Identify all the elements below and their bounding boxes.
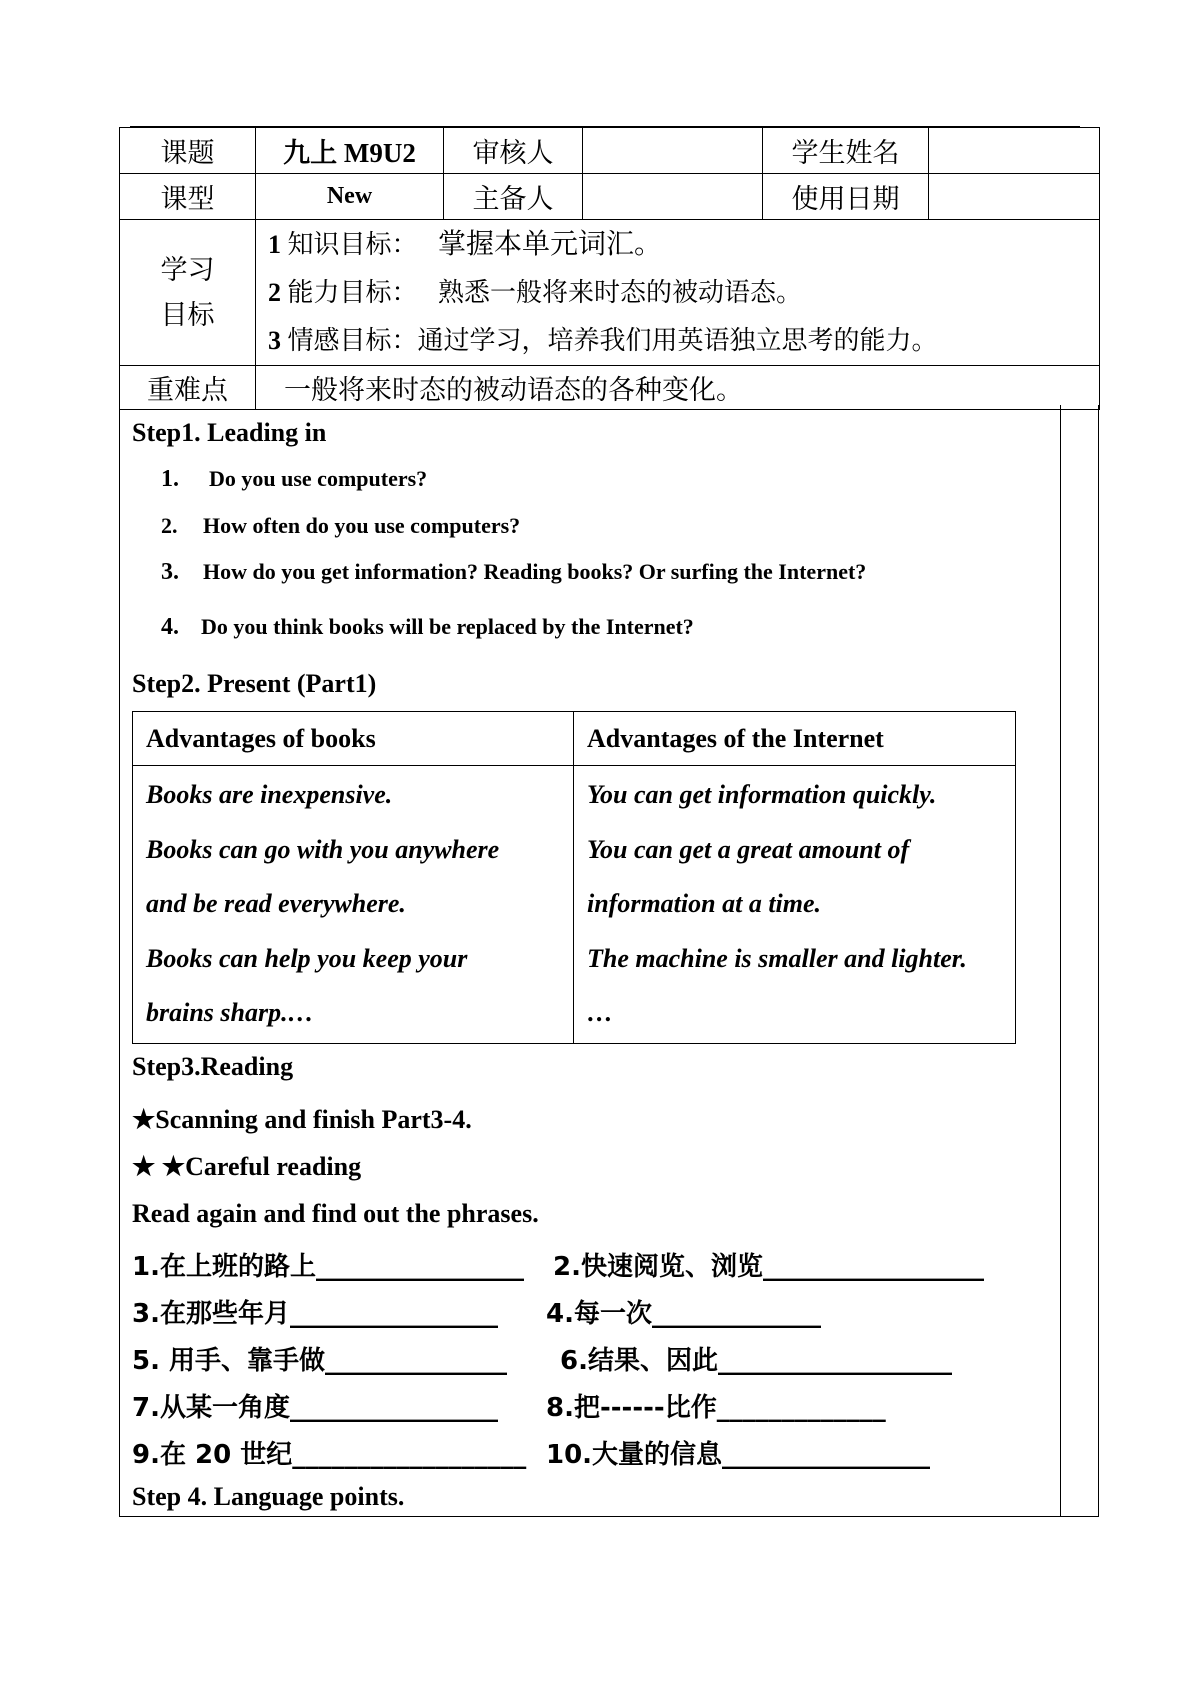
phrase-4: 4.每一次_____________	[546, 1299, 821, 1329]
date-label: 使用日期	[763, 174, 929, 220]
internet-line-5: …	[587, 998, 613, 1027]
scanning-task: ★Scanning and finish Part3-4.	[132, 1105, 472, 1134]
topic-value: 九上 M9U2	[256, 128, 444, 174]
goal-emotion-num: 3	[268, 326, 281, 355]
goals-label-line-2: 目标	[160, 299, 215, 331]
question-3-text: How do you get information? Reading books? Or surfing the Internet?	[203, 559, 867, 584]
goal-knowledge	[256, 220, 1099, 269]
internet-line-1: You can get information quickly.	[587, 780, 937, 809]
books-line-1: Books are inexpensive.	[146, 780, 393, 809]
phrase-10: 10.大量的信息________________	[546, 1440, 931, 1470]
lesson-header-table	[119, 127, 1100, 410]
phrase-7: 7.从某一角度________________	[132, 1393, 498, 1423]
books-line-2: Books can go with you anywhere	[146, 834, 500, 864]
right-margin-rule	[1060, 405, 1061, 1516]
question-2-text: How often do you use computers?	[203, 513, 521, 538]
careful-reading-task: ★ ★Careful reading	[132, 1152, 362, 1181]
phrase-9: 9.在 20 世纪__________________	[132, 1440, 527, 1470]
internet-line-2: You can get a great amount of	[587, 834, 910, 864]
question-3	[161, 559, 866, 586]
phrase-3: 3.在那些年月________________	[132, 1299, 498, 1329]
phrase-5: 5. 用手、靠手做______________	[132, 1346, 508, 1376]
goals-label	[120, 220, 256, 366]
advantages-table	[132, 711, 1016, 1044]
goal-ability-label: 能力目标：	[287, 278, 418, 308]
question-1-text: Do you use computers?	[209, 466, 428, 491]
goals-cell	[256, 220, 1100, 366]
step2-title: Step2. Present (Part1)	[132, 669, 377, 698]
phrase-6: 6.结果、因此__________________	[560, 1346, 952, 1376]
question-2-num: 2.	[161, 513, 178, 538]
internet-column-header: Advantages of the Internet	[574, 712, 1016, 766]
goal-knowledge-num: 1	[268, 230, 281, 259]
type-label: 课型	[120, 174, 256, 220]
reviewer-value[interactable]	[583, 128, 763, 174]
books-advantages	[133, 766, 574, 1044]
goal-ability-num: 2	[268, 278, 281, 307]
goal-emotion	[256, 317, 1099, 365]
key-points-text: 一般将来时态的被动语态的各种变化。	[256, 366, 1100, 410]
step3-title: Step3.Reading	[132, 1052, 294, 1081]
step1-title: Step1. Leading in	[132, 418, 327, 447]
preparer-label: 主备人	[444, 174, 583, 220]
question-3-num: 3.	[161, 559, 179, 585]
books-line-5: brains sharp.…	[146, 998, 314, 1027]
goal-knowledge-label: 知识目标：	[287, 230, 418, 260]
goal-emotion-label: 情感目标：	[287, 326, 418, 356]
topic-label: 课题	[120, 128, 256, 174]
goal-ability	[256, 269, 1099, 317]
books-line-3: and be read everywhere.	[146, 889, 406, 918]
preparer-value[interactable]	[583, 174, 763, 220]
question-4-text: Do you think books will be replaced by the Internet?	[201, 614, 694, 639]
phrase-2: 2.快速阅览、浏览_________________	[553, 1252, 984, 1282]
internet-line-4: The machine is smaller and lighter.	[587, 943, 967, 973]
internet-advantages	[574, 766, 1016, 1044]
phrase-1: 1.在上班的路上________________	[132, 1252, 524, 1282]
question-1-num: 1.	[161, 466, 179, 492]
books-line-4: Books can help you keep your	[146, 943, 468, 973]
type-value: New	[256, 174, 444, 220]
internet-line-3: information at a time.	[587, 889, 822, 918]
books-column-header: Advantages of books	[133, 712, 574, 766]
phrase-8: 8.把------比作_____________	[546, 1393, 886, 1423]
reviewer-label: 审核人	[444, 128, 583, 174]
goal-emotion-text: 通过学习，培养我们用英语独立思考的能力。	[417, 326, 938, 356]
goals-label-line-1: 学习	[160, 254, 215, 286]
goal-knowledge-text: 掌握本单元词汇。	[438, 227, 663, 260]
question-2	[161, 513, 520, 539]
date-value[interactable]	[929, 174, 1100, 220]
student-name-value[interactable]	[929, 128, 1100, 174]
student-name-label: 学生姓名	[763, 128, 929, 174]
goal-ability-text: 熟悉一般将来时态的被动语态。	[438, 278, 803, 308]
key-points-label: 重难点	[120, 366, 256, 410]
step4-title: Step 4. Language points.	[132, 1482, 405, 1511]
phrases-instruction: Read again and find out the phrases.	[132, 1199, 539, 1228]
question-4	[161, 614, 694, 641]
question-4-num: 4.	[161, 614, 179, 640]
question-1	[161, 466, 427, 493]
